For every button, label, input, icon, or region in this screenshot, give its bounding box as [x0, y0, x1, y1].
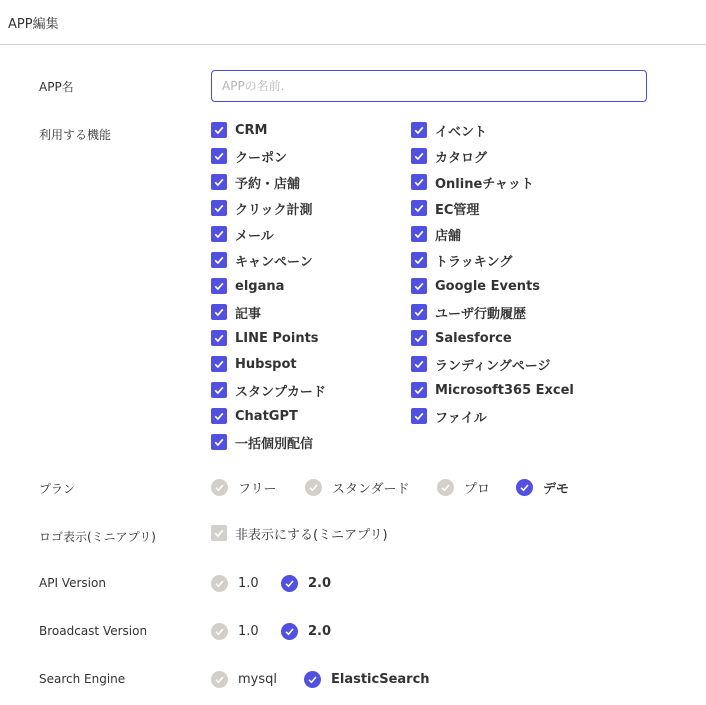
broadcast-version-option-1-0[interactable] [211, 620, 259, 642]
feature-label: Hubspot [235, 356, 297, 372]
radio-check-icon [281, 623, 298, 640]
feature-label: LINE Points [235, 330, 319, 346]
app-name-input[interactable] [211, 70, 647, 102]
feature-label: EC管理 [435, 202, 480, 218]
feature-label: Salesforce [435, 330, 512, 346]
plan-label: プラン [39, 482, 76, 496]
checkbox-checked-icon [411, 226, 427, 242]
feature-checkbox-catalog[interactable] [411, 146, 487, 166]
feature-label: ファイル [435, 410, 487, 426]
checkbox-label: 非表示にする(ミニアプリ) [235, 527, 388, 543]
feature-label: Google Events [435, 278, 541, 294]
feature-checkbox-google-events[interactable] [411, 276, 540, 296]
radio-check-icon [211, 575, 228, 592]
broadcast-version-label: Broadcast Version [39, 624, 148, 638]
feature-label: カタログ [435, 150, 488, 166]
radio-label: 2.0 [308, 623, 332, 639]
feature-checkbox-click-tracking[interactable] [211, 198, 312, 218]
logo-display-label: ロゴ表示(ミニアプリ) [39, 530, 156, 544]
app-name-label: APP名 [39, 80, 74, 94]
feature-checkbox-landing-page[interactable] [411, 354, 550, 374]
feature-label: スタンプカード [235, 384, 326, 400]
checkbox-checked-icon [411, 330, 427, 346]
checkbox-checked-icon [411, 174, 427, 190]
radio-label: 1.0 [238, 623, 259, 639]
feature-label: ユーザ行動履歴 [435, 306, 527, 322]
feature-checkbox-stamp-card[interactable] [211, 380, 326, 400]
feature-label: メール [235, 228, 274, 244]
feature-checkbox-bulk-delivery[interactable] [211, 432, 313, 452]
page-header [0, 0, 706, 45]
checkbox-checked-icon [411, 382, 427, 398]
checkbox-checked-icon [411, 252, 427, 268]
feature-label: トラッキング [435, 254, 513, 270]
checkbox-checked-icon [211, 148, 227, 164]
radio-check-icon [304, 671, 321, 688]
radio-check-icon [211, 671, 228, 688]
checkbox-checked-icon [211, 252, 227, 268]
feature-checkbox-online-chat[interactable] [411, 172, 534, 192]
radio-label: スタンダード [332, 481, 410, 497]
feature-checkbox-chatgpt[interactable] [211, 406, 298, 426]
checkbox-checked-icon [211, 174, 227, 190]
feature-checkbox-line-points[interactable] [211, 328, 319, 348]
radio-check-icon [281, 575, 298, 592]
radio-label: フリー [238, 481, 277, 497]
feature-checkbox-coupon[interactable] [211, 146, 287, 166]
radio-label: プロ [464, 481, 491, 497]
radio-check-icon [437, 479, 454, 496]
radio-label: 1.0 [238, 575, 259, 591]
feature-label: クーポン [235, 150, 288, 166]
checkbox-checked-icon [211, 200, 227, 216]
plan-option-demo[interactable] [516, 476, 569, 498]
feature-label: ChatGPT [235, 408, 298, 424]
checkbox-checked-icon [211, 408, 227, 424]
page-title: APP編集 [8, 16, 59, 32]
checkbox-checked-icon [411, 304, 427, 320]
checkbox-checked-icon [411, 122, 427, 138]
feature-checkbox-article[interactable] [211, 302, 261, 322]
api-version-option-1-0[interactable] [211, 572, 259, 594]
radio-check-icon [211, 623, 228, 640]
checkbox-checked-icon [211, 278, 227, 294]
search-engine-option-elasticsearch[interactable] [304, 668, 430, 690]
feature-label: 店舗 [435, 228, 462, 244]
feature-checkbox-user-history[interactable] [411, 302, 526, 322]
feature-label: クリック計測 [235, 202, 313, 218]
checkbox-checked-icon [211, 226, 227, 242]
feature-checkbox-ec[interactable] [411, 198, 479, 218]
checkbox-checked-icon [211, 122, 227, 138]
feature-checkbox-store[interactable] [411, 224, 461, 244]
feature-checkbox-elgana[interactable] [211, 276, 284, 296]
checkbox-checked-icon [411, 356, 427, 372]
api-version-label: API Version [39, 576, 106, 590]
feature-label: Onlineチャット [435, 176, 534, 192]
checkbox-checked-icon [211, 330, 227, 346]
feature-checkbox-hubspot[interactable] [211, 354, 297, 374]
feature-label: Microsoft365 Excel [435, 382, 574, 398]
hide-logo-checkbox[interactable] [211, 523, 388, 543]
feature-label: ランディングページ [435, 358, 551, 374]
plan-option-free[interactable] [211, 476, 276, 498]
feature-label: 記事 [235, 306, 262, 322]
feature-checkbox-event[interactable] [411, 120, 487, 140]
checkbox-checked-icon [411, 200, 427, 216]
checkbox-checked-icon [211, 382, 227, 398]
checkbox-checked-icon [211, 434, 227, 450]
plan-option-standard[interactable] [305, 476, 409, 498]
feature-checkbox-tracking[interactable] [411, 250, 512, 270]
checkbox-checked-icon [411, 278, 427, 294]
feature-checkbox-excel[interactable] [411, 380, 574, 400]
feature-checkbox-file[interactable] [411, 406, 487, 426]
radio-check-icon [305, 479, 322, 496]
feature-label: 予約・店舗 [235, 176, 301, 192]
radio-label: mysql [238, 671, 277, 687]
checkbox-checked-icon [411, 408, 427, 424]
radio-check-icon [211, 479, 228, 496]
radio-label: ElasticSearch [331, 671, 430, 687]
feature-checkbox-campaign[interactable] [211, 250, 313, 270]
feature-label: elgana [235, 278, 285, 294]
plan-option-pro[interactable] [437, 476, 490, 498]
feature-label: キャンペーン [235, 254, 313, 270]
feature-checkbox-salesforce[interactable] [411, 328, 512, 348]
radio-check-icon [516, 479, 533, 496]
feature-checkbox-reservation[interactable] [211, 172, 300, 192]
radio-label: デモ [543, 481, 570, 497]
search-engine-option-mysql[interactable] [211, 668, 277, 690]
feature-label: イベント [435, 124, 488, 140]
feature-label: 一括個別配信 [235, 436, 314, 452]
api-version-option-2-0[interactable] [281, 572, 331, 594]
features-label: 利用する機能 [39, 128, 112, 142]
feature-label: CRM [235, 122, 268, 138]
broadcast-version-option-2-0[interactable] [281, 620, 331, 642]
checkbox-unchecked-icon [211, 525, 227, 541]
feature-checkbox-crm[interactable] [211, 120, 268, 140]
radio-label: 2.0 [308, 575, 332, 591]
feature-checkbox-mail[interactable] [211, 224, 274, 244]
search-engine-label: Search Engine [39, 672, 126, 686]
checkbox-checked-icon [211, 356, 227, 372]
checkbox-checked-icon [411, 148, 427, 164]
checkbox-checked-icon [211, 304, 227, 320]
